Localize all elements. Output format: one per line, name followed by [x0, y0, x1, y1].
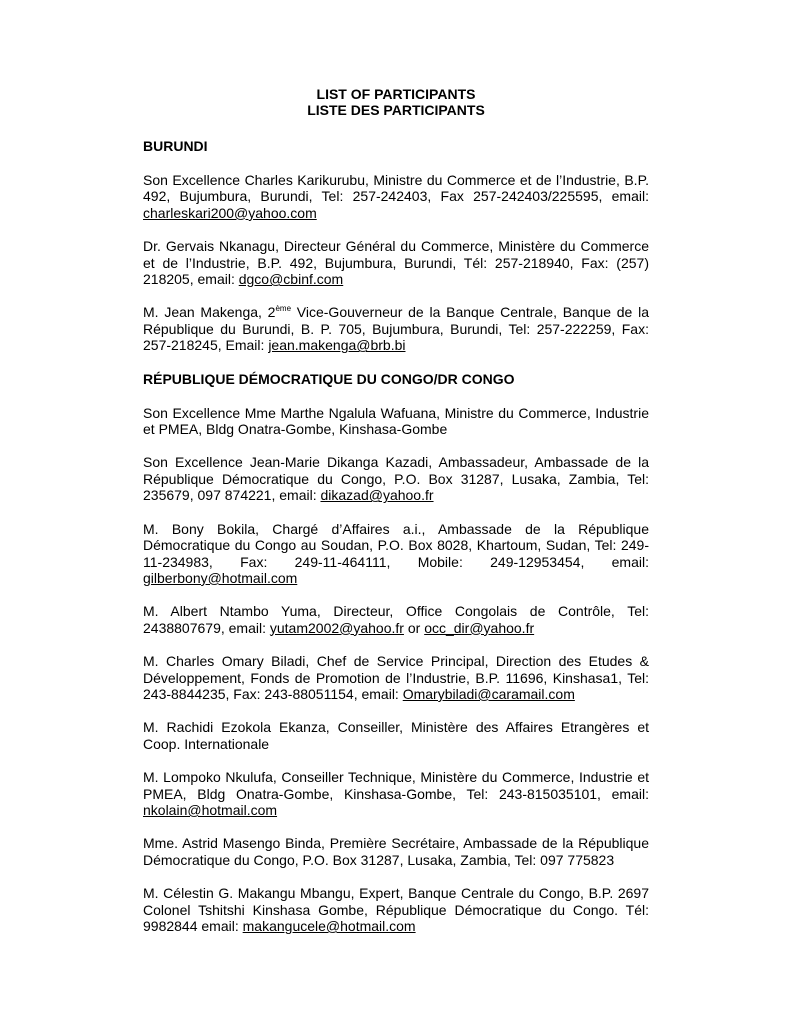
participant-entry: [143, 405, 649, 438]
participant-details: M. Albert Ntambo Yuma, Directeur, Office Congolais de Contrôle, Tel: 2438807679, email:: [143, 603, 649, 636]
participant-entry: [143, 769, 649, 818]
participant-details: Son Excellence Mme Marthe Ngalula Wafuana, Ministre du Commerce, Industrie et PMEA, Bldg Onatra-Gombe, Kinshasa-Gombe: [143, 404, 649, 438]
participant-entry: [143, 454, 649, 503]
country-heading-burundi: BURUNDI: [143, 138, 208, 154]
participant-entry: [143, 172, 649, 221]
email-link[interactable]: gilberbony@hotmail.com: [143, 569, 298, 586]
participant-entry: [143, 885, 649, 934]
document-page: [143, 86, 649, 934]
participant-details: M. Charles Omary Biladi, Chef de Service Principal, Direction des Etudes & Développement, Fonds de Promotion de l’Industrie, B.P. 11696, Kinshasa1, Tel: 243-8844235, Fax: 243-88051154, email:: [143, 653, 649, 702]
email-link[interactable]: makangucele@hotmail.com: [242, 918, 416, 934]
participant-entry: [143, 719, 649, 752]
ordinal-superscript: ème: [275, 304, 292, 314]
participant-details: Mme. Astrid Masengo Binda, Première Secrétaire, Ambassade de la République Démocratique du Congo, P.O. Box 31287, Lusaka, Zambia, Tel: 097 775823: [143, 835, 649, 868]
email-link[interactable]: dgco@cbinf.com: [238, 271, 344, 288]
participant-entry: [143, 653, 649, 702]
participant-details: Son Excellence Jean-Marie Dikanga Kazadi, Ambassadeur, Ambassade de la République Démocratique du Congo, P.O. Box 31287, Lusaka, Zambia, Tel: 235679, 097 874221, email:: [143, 454, 649, 504]
participant-entry: [143, 304, 649, 353]
email-link-secondary[interactable]: occ_dir@yahoo.fr: [424, 619, 535, 636]
heading-french: LISTE DES PARTICIPANTS: [307, 102, 485, 118]
participant-details: Son Excellence Charles Karikurubu, Ministre du Commerce et de l’Industrie, B.P. 492, Bujumbura, Burundi, Tel: 257-242403, Fax 257-242403/225595, email:: [143, 172, 649, 205]
email-connector: or: [403, 619, 425, 636]
email-link[interactable]: charleskari200@yahoo.com: [143, 204, 317, 221]
participant-details: M. Célestin G. Makangu Mbangu, Expert, Banque Centrale du Congo, B.P. 2697 Colonel Tshitshi Kinshasa Gombe, République Démocratique du Congo. Tél: 9982844 email:: [143, 885, 649, 934]
participant-details: M. Lompoko Nkulufa, Conseiller Technique, Ministère du Commerce, Industrie et PMEA, Bldg Onatra-Gombe, Kinshasa-Gombe, Tel: 243-815035101, email:: [143, 769, 649, 802]
participant-details: Vice-Gouverneur de la Banque Centrale, Banque de la République du Burundi, B. P. 705, Bujumbura, Burundi, Tel: 257-222259, Fax: 257-218245, Email:: [143, 304, 649, 354]
participant-entry: [143, 835, 649, 868]
participant-entry: [143, 521, 649, 587]
email-link[interactable]: dikazad@yahoo.fr: [320, 487, 434, 504]
email-link[interactable]: Omarybiladi@caramail.com: [402, 685, 575, 702]
participant-details: M. Rachidi Ezokola Ekanza, Conseiller, Ministère des Affaires Etrangères et Coop. Internationale: [143, 719, 649, 752]
email-link[interactable]: yutam2002@yahoo.fr: [269, 619, 404, 636]
heading-english: LIST OF PARTICIPANTS: [316, 86, 476, 102]
country-heading-dr-congo: RÉPUBLIQUE DÉMOCRATIQUE DU CONGO/DR CONGO: [143, 370, 515, 387]
participant-details-prefix: M. Jean Makenga, 2: [143, 304, 276, 321]
participant-entry: [143, 603, 649, 636]
participant-entry: [143, 238, 649, 287]
participant-details: M. Bony Bokila, Chargé d’Affaires a.i., Ambassade de la République Démocratique du Congo au Soudan, P.O. Box 8028, Khartoum, Sudan, Tel: 249-11-234983, Fax: 249-11-464111, Mobile: 249-12953454, email:: [143, 520, 649, 570]
email-link[interactable]: nkolain@hotmail.com: [143, 801, 278, 818]
participant-details: Dr. Gervais Nkanagu, Directeur Général du Commerce, Ministère du Commerce et de l’Industrie, B.P. 492, Bujumbura, Burundi, Tél: 257-218940, Fax: (257) 218205, email:: [143, 238, 649, 288]
email-link[interactable]: jean.makenga@brb.bi: [268, 337, 406, 354]
